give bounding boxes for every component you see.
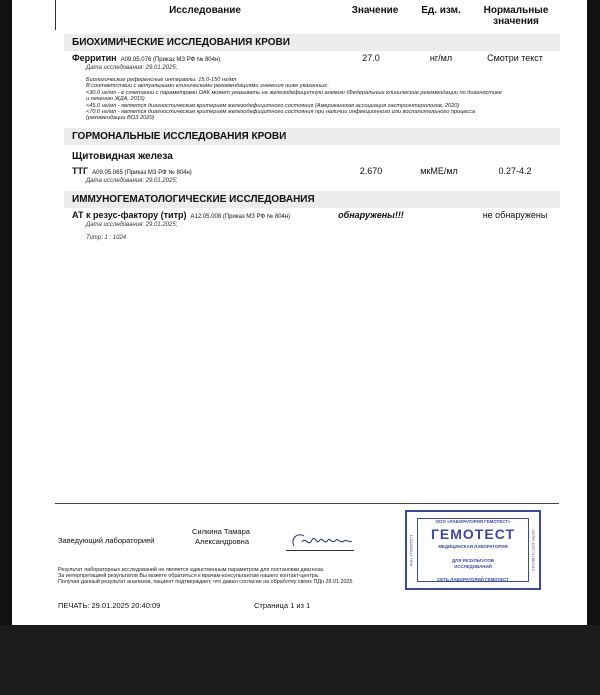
- tsh-unit: мкМЕ/мл: [420, 166, 458, 176]
- ferritin-unit: нг/мл: [429, 53, 453, 63]
- header-value: Значение: [351, 5, 399, 16]
- section-hormonal: ГОРМОНАЛЬНЫЕ ИССЛЕДОВАНИЯ КРОВИ: [64, 128, 560, 145]
- rh-date: Дата исследования: 29.01.2025;: [86, 222, 178, 228]
- legal-line: За интерпретацией результатов Вы можете обратиться к врачам-консультантам нашего контакт-центра.: [58, 573, 320, 580]
- stamp-purpose-2: ИССЛЕДОВАНИЙ: [454, 564, 492, 569]
- tsh-row: [72, 166, 192, 176]
- ferritin-row: [72, 53, 220, 63]
- stamp-inn: ИНН 7706585571: [408, 534, 414, 567]
- section-immuno: ИММУНОГЕМАТОЛОГИЧЕСКИЕ ИССЛЕДОВАНИЯ: [64, 191, 560, 208]
- note-line: В соответствии с актуальными клиническими рекомендациями значения ниже указанных:: [86, 83, 329, 90]
- note-line: <70.0 нг/мл - является диагностическим критерием железодефицитного состояния при наличии инфекционного или воспалительного процесса: [86, 109, 476, 116]
- tsh-date: Дата исследования: 29.01.2025;: [86, 178, 178, 184]
- header-unit: Ед. изм.: [421, 5, 461, 16]
- handwritten-signature: [288, 528, 358, 552]
- ferritin-normal: Смотри текст: [487, 53, 543, 63]
- ferritin-name: Ферритин: [72, 53, 117, 63]
- legal-disclaimer: [58, 567, 352, 586]
- stamp-ogrn: ОГРН 1057747867012: [530, 530, 536, 571]
- subsection-thyroid: Щитовидная железа: [72, 151, 173, 162]
- rh-row: [72, 210, 290, 220]
- page-number: Страница 1 из 1: [254, 601, 311, 610]
- rh-code: A12.05.008 (Приказ МЗ РФ № 804н): [190, 214, 291, 220]
- signature-role: Заведующий лабораторией: [58, 536, 155, 545]
- header-study: Исследование: [169, 5, 241, 16]
- lab-stamp: [405, 510, 541, 590]
- stamp-brand: ГЕМОТЕСТ: [430, 526, 516, 542]
- table-border: [55, 0, 66, 30]
- ferritin-code: A09.05.076 (Приказ МЗ РФ № 804н): [120, 57, 221, 63]
- tsh-name: ТТГ: [72, 166, 89, 176]
- rh-value: обнаружены!!!: [338, 210, 404, 220]
- print-timestamp: ПЕЧАТЬ: 29.01.2025 20:40:09: [58, 601, 161, 610]
- note-line: (рекомендации ВОЗ 2020): [86, 115, 155, 122]
- legal-line: Получая данный результат анализов, пациент подтверждает, что давал согласие на обработку своих ПДн 28.01.2025: [58, 579, 353, 586]
- signature-name-line2: Александровна: [195, 537, 249, 546]
- stamp-purpose-1: ДЛЯ РЕЗУЛЬТАТОВ: [452, 558, 494, 563]
- ferritin-date: Дата исследования: 29.01.2025;: [86, 65, 178, 71]
- signature-line: [286, 550, 354, 551]
- rh-name: АТ к резус-фактору (титр): [72, 210, 187, 220]
- note-line: Биологические референсные интервалы: 15.0-150 нг/мл: [86, 77, 237, 83]
- stamp-top-text: ООО «ЛАБОРАТОРИЯ ГЕМОТЕСТ»: [435, 519, 511, 524]
- note-line: <30.0 нг/мл - в сочетании с параметрами ОАК может указывать на железодефицитную анемию (Федеральные клинические рекомендации по диагностике: [86, 89, 502, 96]
- ferritin-value: 27.0: [362, 53, 380, 63]
- tsh-code: A09.05.065 (Приказ МЗ РФ № 804н): [92, 170, 192, 176]
- stamp-bottom-text: СЕТЬ ЛАБОРАТОРИЙ ГЕМОТЕСТ: [437, 577, 509, 582]
- note-line: и лечению ЖДА, 2015): [86, 96, 145, 103]
- tsh-value: 2.670: [359, 166, 383, 176]
- rh-normal: не обнаружены: [482, 210, 548, 220]
- note-line: <45.0 нг/мл - является диагностическим критерием железодефицитного состояния (Американская ассоциация гастроэнтерологов, 2020): [86, 102, 460, 109]
- header-normal: Нормальные значения: [483, 5, 549, 27]
- tsh-normal: 0.27-4.2: [498, 166, 532, 176]
- footer-divider: [55, 503, 559, 504]
- section-biochem: БИОХИМИЧЕСКИЕ ИССЛЕДОВАНИЯ КРОВИ: [64, 34, 560, 51]
- rh-titer: Титр: 1 : 1024: [86, 235, 127, 241]
- legal-line: Результат лабораторных исследований не является единственным параметром для постановки диагноза.: [58, 567, 325, 573]
- background-band: [0, 625, 600, 695]
- stamp-subtitle: МЕДИЦИНСКАЯ ЛАБОРАТОРИЯ: [438, 544, 508, 549]
- ferritin-notes: [86, 77, 556, 122]
- signature-name-line1: Силкина Тамара: [192, 527, 250, 536]
